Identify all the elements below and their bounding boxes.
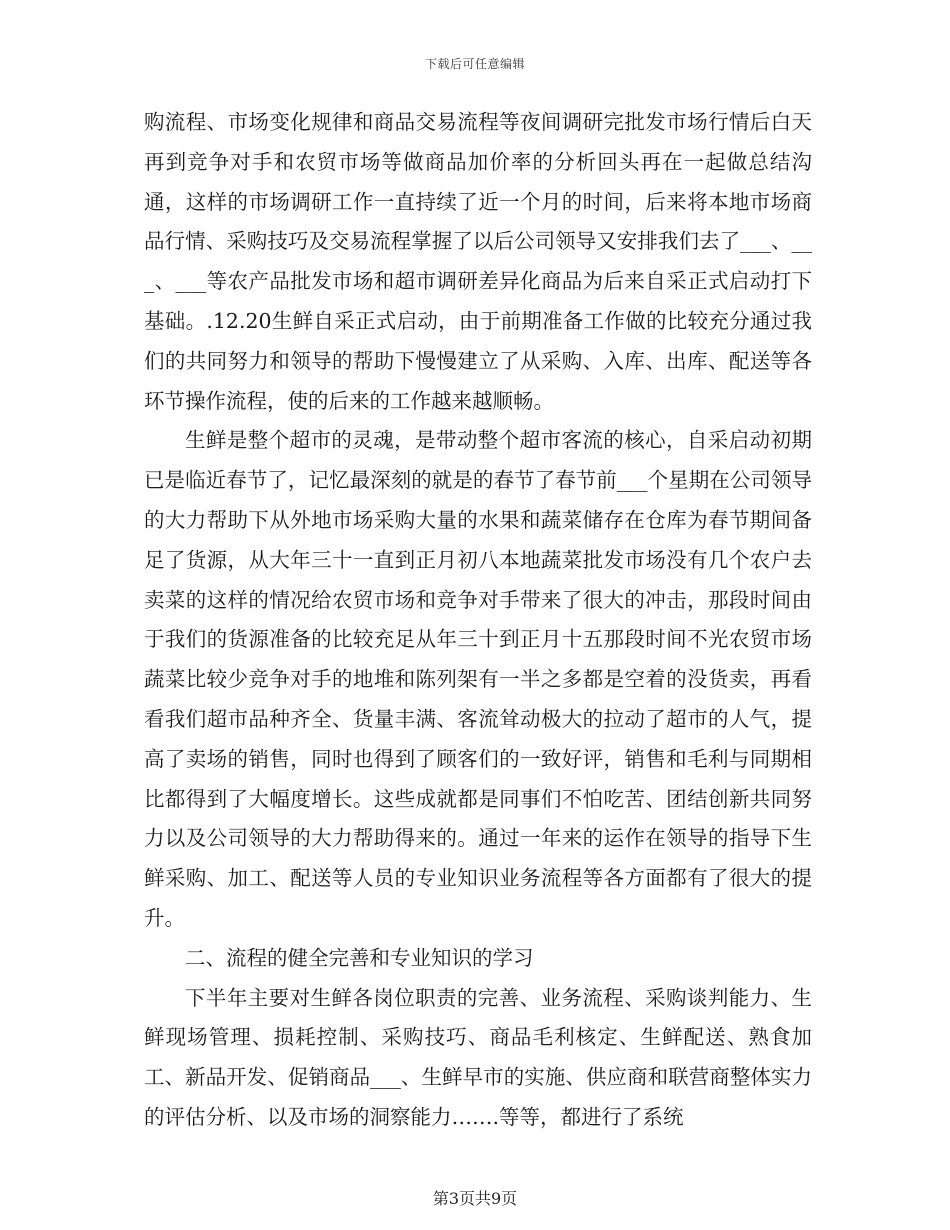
- paragraph-1: 购流程、市场变化规律和商品交易流程等夜间调研完批发市场行情后白天再到竞争对手和农贸市场等做商品加价率的分析回头再在一起做总结沟通，这样的市场调研工作一直持续了近一个月的时间，后来将本地市场商品行情、采购技巧及交易流程掌握了以后公司领导又安排我们去了___、___、___等农产品批发市场和超市调研差异化商品为后来自采正式启动打下基础。.12.20生鲜自采正式启动，由于前期准备工作做的比较充分通过我们的共同努力和领导的帮助下慢慢建立了从采购、入库、出库、配送等各环节操作流程，使的后来的工作越来越顺畅。: [144, 110, 812, 413]
- section-heading: 二、流程的健全完善和专业知识的学习: [185, 945, 534, 970]
- paragraph-2: 生鲜是整个超市的灵魂，是带动整个超市客流的核心，自采启动初期已是临近春节了，记忆最深刻的就是的春节了春节前___个星期在公司领导的大力帮助下从外地市场采购大量的水果和蔬菜储存在仓库为春节期间备足了货源，从大年三十一直到正月初八本地蔬菜批发市场没有几个农户去卖菜的这样的情况给农贸市场和竞争对手带来了很大的冲击，那段时间由于我们的货源准备的比较充足从年三十到正月十五那段时间不光农贸市场蔬菜比较少竞争对手的地堆和陈列架有一半之多都是空着的没货卖，再看看我们超市品种齐全、货量丰满、客流耸动极大的拉动了超市的人气，提高了卖场的销售，同时也得到了顾客们的一致好评，销售和毛利与同期相比都得到了大幅度增长。这些成就都是同事们不怕吃苦、团结创新共同努力以及公司领导的大力帮助得来的。通过一年来的运作在领导的指导下生鲜采购、加工、配送等人员的专业知识业务流程等各方面都有了很大的提升。: [144, 428, 812, 930]
- paragraph-3: 下半年主要对生鲜各岗位职责的完善、业务流程、采购谈判能力、生鲜现场管理、损耗控制、采购技巧、商品毛利核定、生鲜配送、熟食加工、新品开发、促销商品___、生鲜早市的实施、供应商和联营商整体实力的评估分析、以及市场的洞察能力…….等等，都进行了系统: [144, 985, 812, 1129]
- body-content: [144, 103, 812, 1138]
- page-header: 下载后可任意编辑: [424, 57, 525, 71]
- page-footer: 第3页共9页: [432, 1189, 518, 1208]
